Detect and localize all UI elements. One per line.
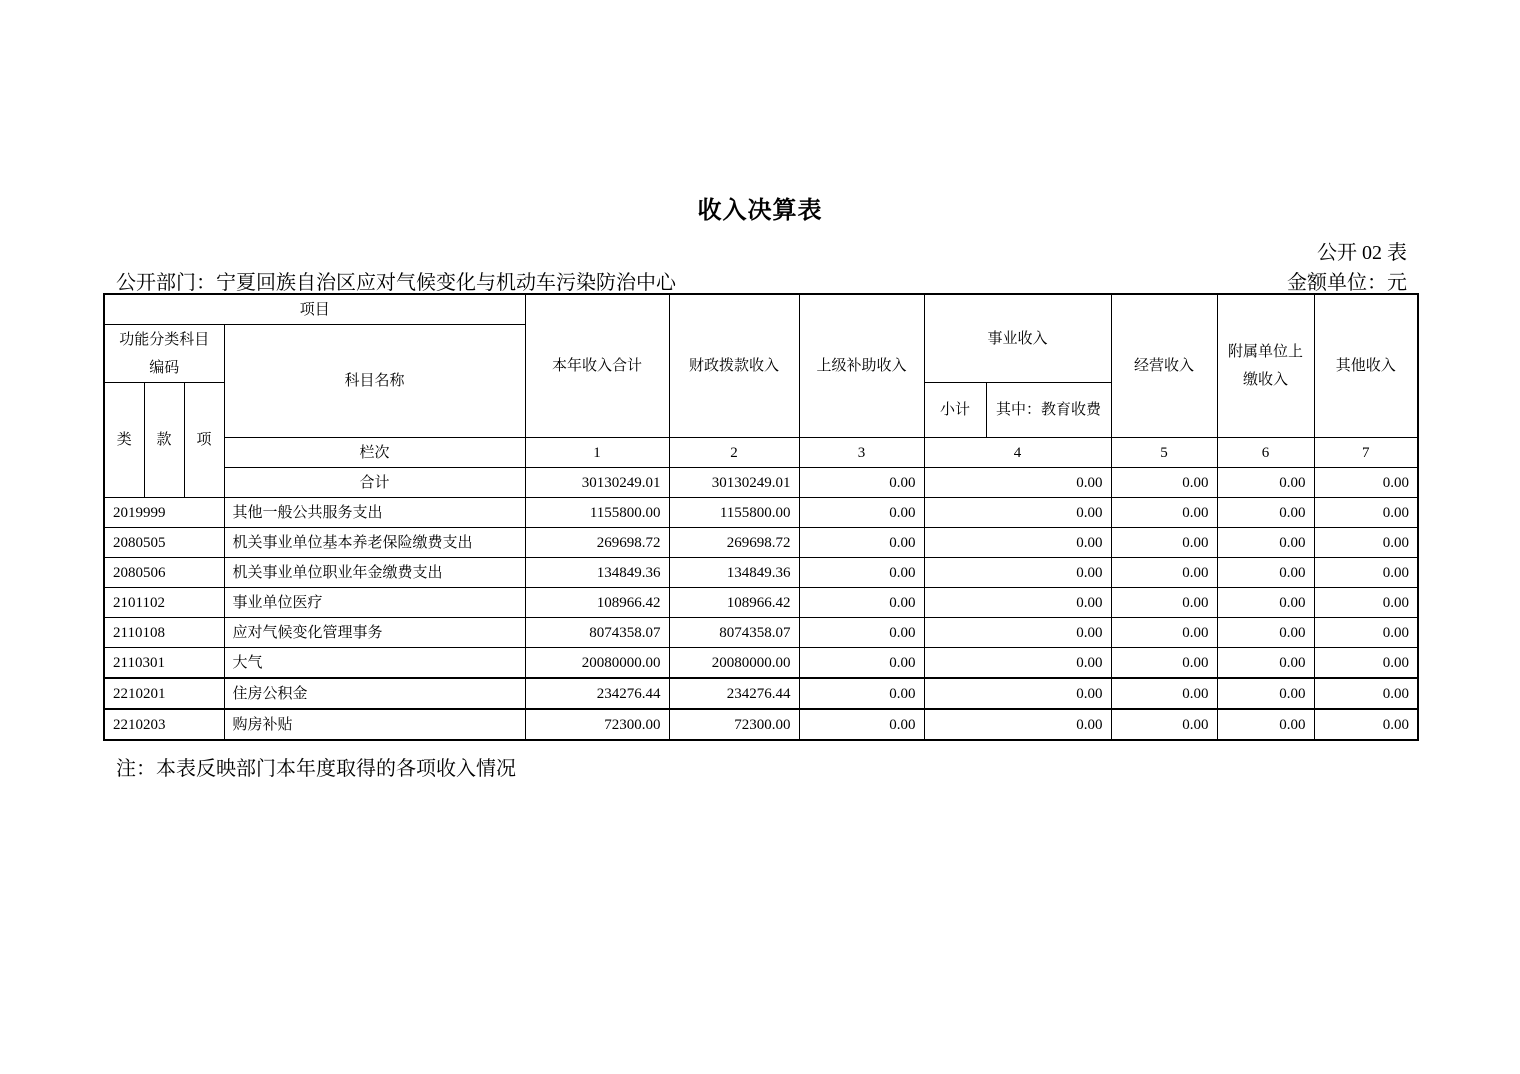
header-kuan: 款 [144, 383, 184, 498]
department-name: 宁夏回族自治区应对气候变化与机动车污染防治中心 [216, 272, 676, 294]
amount-cell: 0.00 [1314, 558, 1418, 588]
amount-cell: 0.00 [924, 588, 1111, 618]
header-fiscal-income: 财政拨款收入 [669, 294, 799, 438]
total-value: 0.00 [1217, 468, 1314, 498]
amount-cell: 269698.72 [669, 528, 799, 558]
amount-cell: 0.00 [1314, 498, 1418, 528]
amount-cell: 0.00 [1314, 709, 1418, 740]
subject-code: 2210203 [104, 709, 224, 740]
amount-cell: 108966.42 [669, 588, 799, 618]
total-value: 30130249.01 [525, 468, 669, 498]
amount-cell: 0.00 [1111, 498, 1217, 528]
table-row [104, 588, 1418, 618]
subject-code: 2080505 [104, 528, 224, 558]
line-number: 2 [669, 438, 799, 468]
amount-cell: 269698.72 [525, 528, 669, 558]
subject-code: 2101102 [104, 588, 224, 618]
amount-cell: 0.00 [1217, 558, 1314, 588]
amount-cell: 0.00 [799, 498, 924, 528]
subject-name: 购房补贴 [224, 709, 525, 740]
header-function-code: 功能分类科目编码 [104, 325, 224, 383]
amount-cell: 72300.00 [525, 709, 669, 740]
line-number: 7 [1314, 438, 1418, 468]
amount-cell: 0.00 [1111, 678, 1217, 709]
amount-cell: 20080000.00 [669, 648, 799, 679]
amount-cell: 0.00 [799, 558, 924, 588]
total-value: 30130249.01 [669, 468, 799, 498]
amount-cell: 0.00 [924, 558, 1111, 588]
amount-cell: 234276.44 [525, 678, 669, 709]
line-number: 6 [1217, 438, 1314, 468]
header-superior-subsidy: 上级补助收入 [799, 294, 924, 438]
header-lei: 类 [104, 383, 144, 498]
amount-cell: 0.00 [1111, 618, 1217, 648]
amount-cell: 8074358.07 [525, 618, 669, 648]
amount-cell: 0.00 [1314, 618, 1418, 648]
amount-cell: 0.00 [924, 648, 1111, 679]
amount-cell: 0.00 [924, 498, 1111, 528]
amount-cell: 234276.44 [669, 678, 799, 709]
amount-cell: 134849.36 [525, 558, 669, 588]
amount-cell: 0.00 [799, 678, 924, 709]
amount-cell: 0.00 [1314, 528, 1418, 558]
total-value: 0.00 [799, 468, 924, 498]
header-affiliated-income: 附属单位上缴收入 [1217, 294, 1314, 438]
table-note: 注：本表反映部门本年度取得的各项收入情况 [116, 758, 516, 780]
amount-cell: 1155800.00 [669, 498, 799, 528]
header-operation-income: 经营收入 [1111, 294, 1217, 438]
table-row [104, 558, 1418, 588]
amount-cell: 72300.00 [669, 709, 799, 740]
line-number: 1 [525, 438, 669, 468]
line-number: 5 [1111, 438, 1217, 468]
header-other-income: 其他收入 [1314, 294, 1418, 438]
amount-cell: 0.00 [924, 528, 1111, 558]
table-row [104, 709, 1418, 740]
amount-cell: 0.00 [924, 618, 1111, 648]
amount-cell: 0.00 [1217, 528, 1314, 558]
line-number-label: 栏次 [224, 438, 525, 468]
amount-cell: 0.00 [1111, 528, 1217, 558]
subject-name: 机关事业单位基本养老保险缴费支出 [224, 528, 525, 558]
total-value: 0.00 [924, 468, 1111, 498]
amount-cell: 0.00 [1111, 558, 1217, 588]
amount-cell: 0.00 [799, 648, 924, 679]
amount-cell: 8074358.07 [669, 618, 799, 648]
subject-code: 2110108 [104, 618, 224, 648]
header-xiang: 项 [184, 383, 224, 498]
subject-name: 机关事业单位职业年金缴费支出 [224, 558, 525, 588]
amount-cell: 0.00 [924, 678, 1111, 709]
table-row [104, 498, 1418, 528]
amount-cell: 0.00 [799, 709, 924, 740]
subject-name: 住房公积金 [224, 678, 525, 709]
amount-cell: 0.00 [1217, 678, 1314, 709]
line-number: 3 [799, 438, 924, 468]
total-label: 合计 [224, 468, 525, 498]
total-value: 0.00 [1314, 468, 1418, 498]
amount-cell: 0.00 [1217, 648, 1314, 679]
form-number: 公开 02 表 [1317, 242, 1407, 264]
subject-code: 2080506 [104, 558, 224, 588]
amount-cell: 0.00 [1217, 618, 1314, 648]
amount-cell: 0.00 [1217, 588, 1314, 618]
subject-code: 2110301 [104, 648, 224, 679]
subject-name: 其他一般公共服务支出 [224, 498, 525, 528]
amount-cell: 0.00 [1217, 709, 1314, 740]
amount-cell: 0.00 [1111, 588, 1217, 618]
line-number: 4 [924, 438, 1111, 468]
table-row [104, 618, 1418, 648]
amount-cell: 0.00 [1314, 588, 1418, 618]
amount-cell: 0.00 [1314, 678, 1418, 709]
header-business-subtotal: 小计 [924, 383, 986, 438]
department-label: 公开部门： [116, 272, 216, 294]
amount-cell: 0.00 [1111, 709, 1217, 740]
amount-cell: 0.00 [924, 709, 1111, 740]
amount-cell: 0.00 [799, 588, 924, 618]
department-line [116, 266, 676, 295]
table-row [104, 678, 1418, 709]
amount-cell: 0.00 [1217, 498, 1314, 528]
amount-cell: 134849.36 [669, 558, 799, 588]
subject-name: 应对气候变化管理事务 [224, 618, 525, 648]
table-row [104, 528, 1418, 558]
amount-cell: 0.00 [799, 528, 924, 558]
header-project: 项目 [104, 294, 525, 325]
amount-cell: 1155800.00 [525, 498, 669, 528]
header-subject-name: 科目名称 [224, 325, 525, 438]
amount-cell: 0.00 [1111, 648, 1217, 679]
amount-unit: 金额单位：元 [1287, 272, 1407, 294]
total-value: 0.00 [1111, 468, 1217, 498]
subject-code: 2019999 [104, 498, 224, 528]
amount-cell: 108966.42 [525, 588, 669, 618]
subject-code: 2210201 [104, 678, 224, 709]
revenue-table [103, 293, 1419, 741]
header-business-education-fee: 其中：教育收费 [986, 383, 1111, 438]
table-row [104, 648, 1418, 679]
header-total-income: 本年收入合计 [525, 294, 669, 438]
total-row [104, 468, 1418, 498]
amount-cell: 0.00 [799, 618, 924, 648]
subject-name: 大气 [224, 648, 525, 679]
subject-name: 事业单位医疗 [224, 588, 525, 618]
amount-cell: 0.00 [1314, 648, 1418, 679]
header-business-income: 事业收入 [924, 294, 1111, 383]
amount-cell: 20080000.00 [525, 648, 669, 679]
page-title: 收入决算表 [697, 198, 823, 224]
